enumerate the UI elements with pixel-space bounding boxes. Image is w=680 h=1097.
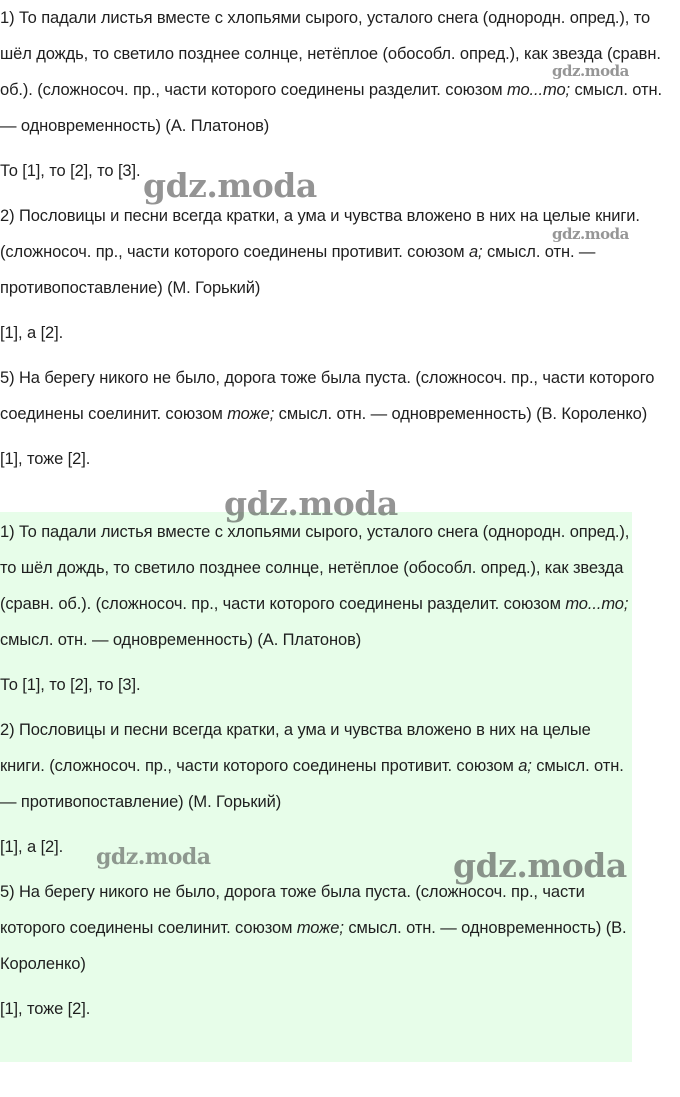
sentence-1-tail: смысл. отн. — одновременность) (А. Платонов) (0, 81, 662, 135)
conjunction-italic: то...то; (565, 595, 629, 613)
watermark-logo: gdz.moda (453, 846, 627, 885)
answer-block-original (0, 0, 680, 486)
sentence-5-tail: смысл. отн. — одновременность) (В. Короленко) (0, 919, 627, 973)
sentence-1-analysis (0, 514, 632, 658)
sentence-5-scheme: [1], тоже [2]. (0, 450, 91, 468)
sentence-2-analysis (0, 712, 632, 820)
sentence-1-text: 1) То падали листья вместе с хлопьями сырого, усталого снега (однородн. опред.), то шёл дождь, то светило позднее солнце, нетёплое (обособл. опред.), как звезда (сравн. об.). (сложносоч. пр., части которого соединены разделит. союзом (0, 523, 630, 613)
sentence-1-tail: смысл. отн. — одновременность) (А. Платонов) (0, 631, 362, 649)
sentence-5-scheme: [1], тоже [2]. (0, 1000, 91, 1018)
watermark-logo: gdz.moda (143, 166, 317, 205)
sentence-1-analysis (0, 0, 680, 144)
sentence-2-text: 2) Пословицы и песни всегда кратки, а ума и чувства вложено в них на целые книги. (сложносоч. пр., части которого соединены противит. союзом (0, 721, 591, 775)
sentence-2-tail: смысл. отн. — противопоставление) (М. Горький) (0, 243, 596, 297)
sentence-2-scheme: [1], а [2]. (0, 838, 64, 856)
conjunction-italic: а; (518, 757, 532, 775)
watermark-logo: gdz.moda (552, 225, 629, 243)
sentence-2-scheme: [1], а [2]. (0, 324, 64, 342)
sentence-2-analysis (0, 198, 680, 306)
conjunction-italic: тоже; (296, 919, 344, 937)
sentence-5-analysis (0, 360, 680, 432)
answer-block-highlighted (0, 512, 632, 1062)
sentence-2-tail: смысл. отн. — противопоставление) (М. Горький) (0, 757, 624, 811)
watermark-logo: gdz.moda (224, 484, 398, 523)
sentence-5-analysis (0, 874, 632, 982)
watermark-logo: gdz.moda (96, 844, 211, 870)
watermark-logo: gdz.moda (552, 62, 629, 80)
sentence-5-tail: смысл. отн. — одновременность) (В. Короленко) (274, 405, 648, 423)
sentence-1-scheme: То [1], то [2], то [3]. (0, 676, 141, 694)
conjunction-italic: тоже; (227, 405, 275, 423)
sentence-1-scheme: То [1], то [2], то [3]. (0, 162, 141, 180)
sentence-5-text: 5) На берегу никого не было, дорога тоже была пуста. (сложносоч. пр., части которого соединены соелинит. союзом (0, 883, 585, 937)
sentence-1-text: 1) То падали листья вместе с хлопьями сырого, усталого снега (однородн. опред.), то шёл дождь, то светило позднее солнце, нетёплое (обособл. опред.), как звезда (сравн. об.). (сложносоч. пр., части которого соединены разделит. союзом (0, 9, 661, 99)
conjunction-italic: то...то; (507, 81, 571, 99)
sentence-5-text: 5) На берегу никого не было, дорога тоже была пуста. (сложносоч. пр., части которого соединены соелинит. союзом (0, 369, 655, 423)
sentence-2-text: 2) Пословицы и песни всегда кратки, а ума и чувства вложено в них на целые книги. (сложносоч. пр., части которого соединены противит. союзом (0, 207, 640, 261)
conjunction-italic: а; (468, 243, 483, 261)
